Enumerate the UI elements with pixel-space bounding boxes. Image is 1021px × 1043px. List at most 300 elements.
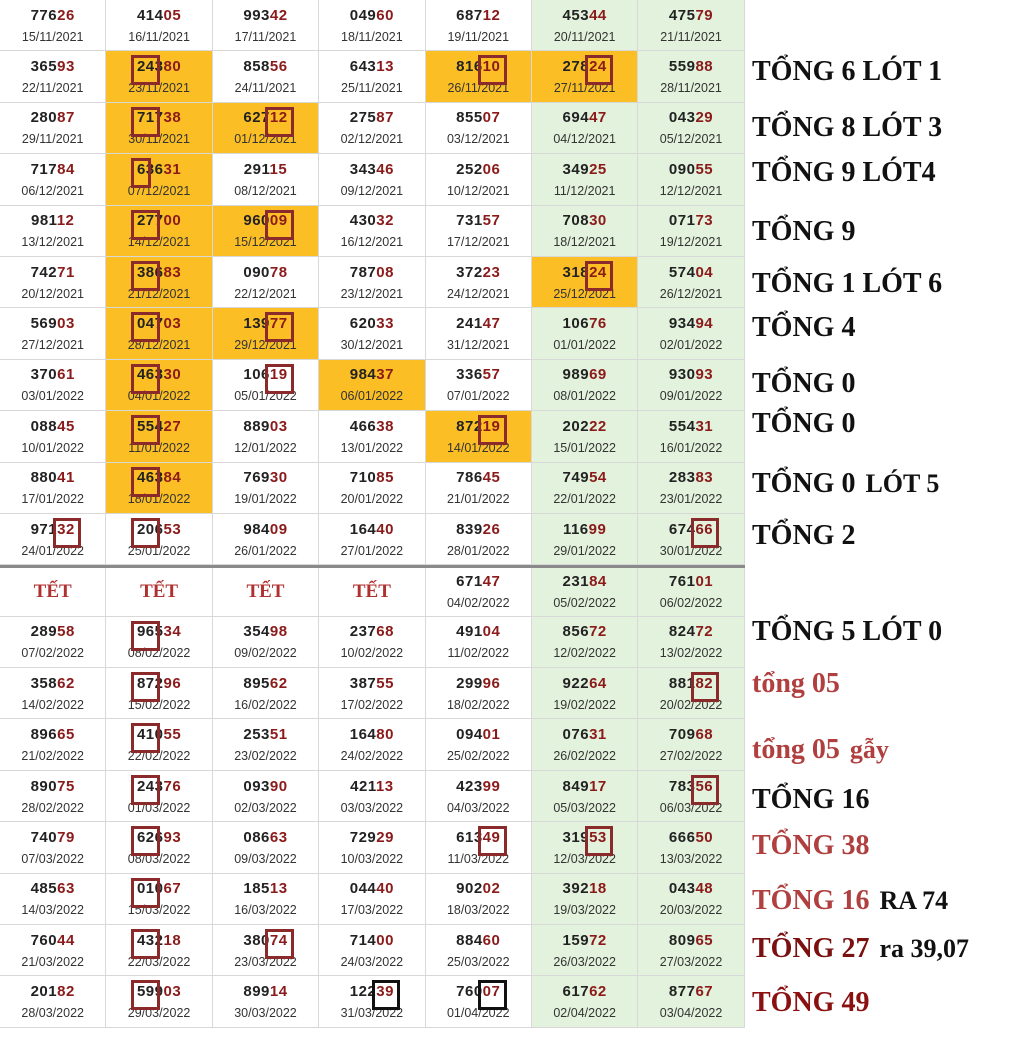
result-cell — [426, 822, 532, 872]
result-date: 23/03/2022 — [234, 954, 297, 969]
result-number — [31, 161, 75, 178]
number-head: 253 — [243, 726, 270, 744]
result-number — [31, 315, 75, 332]
result-row — [0, 103, 745, 154]
result-number — [563, 7, 607, 24]
result-number — [563, 109, 607, 126]
result-cell — [426, 771, 532, 821]
result-cell — [638, 51, 744, 101]
result-number — [243, 983, 287, 1000]
number-tail: 64 — [589, 674, 607, 692]
result-date: 10/03/2022 — [340, 851, 404, 866]
result-date: 27/03/2022 — [659, 954, 723, 969]
number-head: 694 — [562, 109, 590, 127]
number-tail: 33 — [376, 315, 394, 333]
result-cell — [106, 568, 212, 615]
number-head: 984 — [243, 520, 270, 538]
result-date: 03/12/2021 — [446, 132, 510, 147]
sum-note-extra: RA 74 — [879, 886, 949, 915]
result-number — [669, 315, 713, 332]
number-tail: 47 — [589, 109, 607, 127]
result-date: 15/11/2021 — [21, 29, 84, 44]
result-date: 10/01/2022 — [21, 440, 84, 455]
number-tail: 69 — [589, 366, 607, 384]
number-head: 237 — [349, 623, 377, 641]
number-tail: 44 — [57, 931, 75, 949]
number-head: 574 — [668, 263, 696, 281]
result-cell — [106, 206, 212, 256]
result-cell — [532, 360, 638, 410]
number-head: 671 — [456, 573, 483, 591]
result-number — [243, 880, 287, 897]
number-head: 902 — [456, 880, 483, 898]
marker-box — [691, 518, 719, 548]
number-tail: 00 — [376, 931, 394, 949]
result-cell — [426, 514, 532, 564]
number-head: 164 — [349, 520, 377, 538]
number-tail: 08 — [376, 263, 394, 281]
result-cell — [213, 925, 319, 975]
result-number — [563, 521, 606, 538]
number-tail: 07 — [482, 109, 501, 127]
number-tail: 41 — [57, 469, 75, 487]
result-date: 30/03/2022 — [234, 1006, 297, 1021]
number-head: 116 — [562, 520, 589, 538]
result-date: 19/12/2021 — [659, 235, 723, 250]
number-head: 960 — [243, 212, 270, 230]
number-head: 289 — [30, 623, 58, 641]
result-cell — [426, 308, 532, 358]
sum-note — [752, 268, 942, 300]
number-head: 252 — [456, 160, 483, 178]
result-number — [669, 726, 713, 743]
number-head: 392 — [562, 880, 590, 898]
marker-box — [131, 775, 159, 805]
number-tail: 01 — [482, 726, 501, 744]
number-tail: 46 — [376, 160, 394, 178]
result-date: 17/01/2022 — [21, 492, 84, 507]
number-head: 872 — [136, 674, 164, 692]
result-cell — [532, 771, 638, 821]
number-tail: 03 — [57, 315, 75, 333]
number-head: 742 — [30, 263, 58, 281]
number-tail: 99 — [588, 520, 607, 538]
result-cell — [426, 154, 532, 204]
result-cell — [638, 976, 744, 1026]
sum-note-main: TỔNG 9 LÓT4 — [752, 157, 936, 188]
number-head: 993 — [243, 6, 270, 24]
result-number — [350, 418, 394, 435]
number-tail: 82 — [695, 674, 714, 692]
result-date: 03/03/2022 — [340, 800, 404, 815]
number-head: 569 — [30, 315, 58, 333]
sum-note — [752, 784, 869, 816]
result-number — [669, 573, 713, 590]
result-number — [669, 366, 713, 383]
number-tail: 72 — [589, 623, 607, 641]
sum-note-main: TỔNG 27 — [752, 933, 870, 964]
result-cell — [106, 617, 212, 667]
marker-box — [585, 55, 613, 85]
result-number — [669, 58, 713, 75]
result-number — [563, 315, 607, 332]
number-tail: 53 — [163, 520, 182, 538]
result-cell — [638, 308, 744, 358]
result-number — [243, 264, 287, 281]
number-head: 849 — [562, 777, 590, 795]
result-date: 17/03/2022 — [340, 903, 404, 918]
result-date: 25/12/2021 — [553, 286, 616, 301]
number-tail: 79 — [57, 828, 75, 846]
sum-note — [752, 830, 869, 862]
sum-note-main: TỔNG 16 — [752, 885, 870, 916]
result-date: 24/01/2022 — [21, 543, 84, 558]
result-date: 11/01/2022 — [128, 440, 190, 455]
number-head: 076 — [562, 726, 590, 744]
result-number — [563, 573, 607, 590]
result-date: 02/04/2022 — [553, 1006, 616, 1021]
number-tail: 60 — [482, 931, 501, 949]
number-tail: 05 — [163, 6, 182, 24]
number-tail: 51 — [269, 726, 288, 744]
number-tail: 25 — [589, 160, 607, 178]
result-date: 02/03/2022 — [234, 800, 297, 815]
number-head: 643 — [349, 58, 377, 76]
result-cell — [213, 568, 319, 615]
result-date: 26/02/2022 — [553, 749, 616, 764]
result-number — [563, 726, 607, 743]
result-date: 22/03/2022 — [127, 954, 191, 969]
result-cell — [532, 463, 638, 513]
result-row — [0, 617, 745, 668]
result-number — [31, 58, 75, 75]
result-number — [669, 418, 713, 435]
number-tail: 13 — [376, 58, 394, 76]
number-tail: 00 — [163, 212, 182, 230]
result-number — [456, 161, 500, 178]
marker-box — [691, 775, 719, 805]
number-tail: 19 — [269, 366, 288, 384]
number-tail: 31 — [589, 726, 607, 744]
result-date: 22/11/2021 — [21, 81, 84, 96]
result-date: 27/02/2022 — [659, 749, 723, 764]
number-head: 201 — [30, 983, 58, 1001]
result-number — [31, 469, 75, 486]
result-cell — [0, 822, 106, 872]
result-number — [350, 829, 394, 846]
result-cell — [106, 514, 212, 564]
number-tail: 76 — [163, 777, 182, 795]
result-cell — [106, 874, 212, 924]
marker-box — [131, 929, 159, 959]
result-cell — [0, 154, 106, 204]
sum-note-extra: ra 39,07 — [879, 934, 970, 963]
number-head: 318 — [562, 263, 590, 281]
result-date: 09/12/2021 — [340, 183, 404, 198]
result-date: 30/01/2022 — [659, 543, 723, 558]
sum-note-extra: gẫy — [849, 735, 889, 764]
number-head: 164 — [349, 726, 377, 744]
number-head: 485 — [30, 880, 58, 898]
result-cell — [532, 617, 638, 667]
result-cell — [532, 568, 638, 615]
result-date: 30/11/2021 — [128, 132, 190, 147]
sum-note — [752, 112, 942, 144]
result-number — [669, 212, 713, 229]
number-head: 122 — [349, 983, 377, 1001]
number-tail: 12 — [269, 109, 288, 127]
number-tail: 12 — [56, 212, 75, 230]
result-cell — [319, 668, 425, 718]
result-date: 29/11/2021 — [21, 132, 84, 147]
result-cell — [213, 360, 319, 410]
result-date: 13/03/2022 — [659, 851, 723, 866]
number-head: 989 — [562, 366, 590, 384]
number-tail: 37 — [376, 366, 394, 384]
result-cell — [426, 874, 532, 924]
number-tail: 93 — [163, 828, 182, 846]
result-date: 12/02/2022 — [553, 646, 616, 661]
number-head: 674 — [668, 520, 696, 538]
result-number — [350, 675, 394, 692]
result-number — [350, 469, 394, 486]
number-head: 386 — [136, 263, 164, 281]
result-number — [31, 212, 74, 229]
result-date: 14/01/2022 — [446, 440, 510, 455]
result-cell — [638, 360, 744, 410]
result-date: 07/01/2022 — [446, 389, 510, 404]
result-date: 08/02/2022 — [127, 646, 191, 661]
number-tail: 42 — [269, 6, 288, 24]
number-tail: 30 — [163, 366, 182, 384]
result-cell — [532, 822, 638, 872]
result-cell — [0, 719, 106, 769]
result-date: 11/02/2022 — [447, 646, 510, 661]
result-cell — [319, 51, 425, 101]
number-tail: 80 — [376, 726, 394, 744]
result-number — [350, 315, 394, 332]
result-date: 21/03/2022 — [21, 954, 84, 969]
result-number — [31, 932, 75, 949]
number-head: 760 — [456, 983, 483, 1001]
result-cell — [106, 360, 212, 410]
result-number — [456, 726, 500, 743]
number-head: 106 — [562, 315, 590, 333]
sum-note — [752, 408, 855, 440]
number-tail: 98 — [269, 623, 288, 641]
result-number — [244, 161, 287, 178]
number-head: 088 — [30, 417, 58, 435]
result-date: 04/03/2022 — [446, 800, 510, 815]
result-date: 11/03/2022 — [447, 851, 510, 866]
number-head: 430 — [349, 212, 377, 230]
number-tail: 09 — [269, 520, 288, 538]
result-cell — [0, 103, 106, 153]
marker-box — [131, 826, 159, 856]
result-number — [456, 315, 500, 332]
number-tail: 40 — [376, 520, 394, 538]
result-date: 29/12/2021 — [234, 338, 297, 353]
result-cell — [213, 668, 319, 718]
result-date: 20/02/2022 — [659, 697, 723, 712]
number-tail: 62 — [589, 983, 607, 1001]
number-tail: 85 — [376, 469, 394, 487]
number-tail: 57 — [482, 366, 501, 384]
result-number — [31, 366, 75, 383]
number-tail: 44 — [589, 6, 607, 24]
number-tail: 03 — [163, 983, 182, 1001]
result-date: 04/01/2022 — [127, 389, 191, 404]
number-tail: 57 — [482, 212, 501, 230]
number-tail: 94 — [695, 315, 714, 333]
result-date: 19/11/2021 — [447, 29, 510, 44]
marker-box — [585, 261, 613, 291]
result-number — [456, 366, 500, 383]
number-head: 881 — [668, 674, 696, 692]
number-tail: 83 — [695, 469, 714, 487]
result-cell — [0, 514, 106, 564]
result-date: 24/11/2021 — [234, 81, 297, 96]
number-tail: 07 — [482, 983, 501, 1001]
number-head: 319 — [562, 828, 590, 846]
result-date: 29/03/2022 — [127, 1006, 191, 1021]
result-number — [456, 880, 500, 897]
result-date: 10/12/2021 — [446, 183, 510, 198]
result-number — [563, 469, 607, 486]
result-date: 25/02/2022 — [446, 749, 510, 764]
result-cell — [319, 925, 425, 975]
marker-box — [131, 364, 159, 394]
number-head: 554 — [136, 417, 164, 435]
number-head: 666 — [668, 828, 696, 846]
result-date: 06/01/2022 — [340, 389, 404, 404]
result-cell — [106, 976, 212, 1026]
result-date: 28/12/2021 — [127, 338, 191, 353]
result-cell — [0, 411, 106, 461]
result-date: 24/03/2022 — [340, 954, 404, 969]
result-date: 23/01/2022 — [659, 492, 723, 507]
number-head: 094 — [456, 726, 483, 744]
result-date: 19/02/2022 — [553, 697, 616, 712]
result-date: 08/01/2022 — [553, 389, 616, 404]
result-date: 05/03/2022 — [553, 800, 616, 815]
result-number — [669, 264, 713, 281]
result-cell — [106, 668, 212, 718]
result-cell — [106, 719, 212, 769]
number-head: 708 — [562, 212, 590, 230]
number-head: 627 — [243, 109, 270, 127]
result-cell — [426, 568, 532, 615]
result-number — [31, 109, 75, 126]
result-cell — [0, 771, 106, 821]
number-head: 965 — [136, 623, 164, 641]
result-row — [0, 0, 745, 51]
result-number — [350, 880, 394, 897]
result-date: 08/12/2021 — [234, 183, 297, 198]
number-tail: 79 — [695, 6, 714, 24]
result-date: 21/11/2021 — [660, 29, 722, 44]
result-date: 16/03/2022 — [234, 903, 297, 918]
number-tail: 22 — [589, 417, 607, 435]
result-date: 11/12/2021 — [553, 183, 616, 198]
number-head: 717 — [136, 109, 164, 127]
result-date: 31/03/2022 — [340, 1006, 404, 1021]
number-head: 858 — [243, 58, 270, 76]
result-date: 01/04/2022 — [446, 1006, 510, 1021]
number-tail: 34 — [163, 623, 182, 641]
result-date: 22/12/2021 — [234, 286, 297, 301]
number-tail: 55 — [163, 726, 182, 744]
result-cell — [532, 206, 638, 256]
number-tail: 54 — [589, 469, 607, 487]
result-date: 15/01/2022 — [553, 440, 616, 455]
result-date: 18/11/2021 — [341, 29, 403, 44]
result-number — [456, 675, 500, 692]
number-tail: 40 — [376, 880, 394, 898]
marker-box — [131, 312, 159, 342]
result-date: 15/02/2022 — [127, 697, 191, 712]
number-tail: 09 — [269, 212, 288, 230]
number-tail: 90 — [269, 777, 288, 795]
result-number — [243, 7, 287, 24]
number-tail: 27 — [163, 417, 182, 435]
result-row — [0, 411, 745, 462]
number-tail: 72 — [695, 623, 714, 641]
number-head: 159 — [562, 931, 590, 949]
result-date: 26/03/2022 — [553, 954, 616, 969]
number-head: 475 — [668, 6, 696, 24]
marker-box — [131, 621, 159, 651]
sum-note — [752, 368, 855, 400]
number-head: 856 — [562, 623, 590, 641]
number-tail: 56 — [269, 58, 288, 76]
result-cell — [0, 617, 106, 667]
number-head: 824 — [668, 623, 696, 641]
sum-note — [752, 885, 948, 917]
number-tail: 60 — [376, 6, 394, 24]
result-cell — [106, 154, 212, 204]
sum-note — [752, 734, 889, 766]
number-head: 421 — [350, 777, 376, 795]
number-tail: 65 — [695, 931, 714, 949]
result-cell — [0, 463, 106, 513]
number-head: 554 — [668, 417, 696, 435]
number-tail: 24 — [589, 58, 607, 76]
number-head: 453 — [562, 6, 590, 24]
result-date: 13/02/2022 — [659, 646, 723, 661]
result-date: 17/02/2022 — [340, 697, 404, 712]
number-head: 277 — [136, 212, 164, 230]
number-head: 896 — [30, 726, 58, 744]
number-head: 877 — [668, 983, 696, 1001]
result-date: 15/12/2021 — [234, 235, 297, 250]
number-head: 617 — [562, 983, 590, 1001]
number-tail: 18 — [589, 880, 607, 898]
result-row — [0, 771, 745, 822]
result-cell — [0, 925, 106, 975]
number-head: 599 — [136, 983, 164, 1001]
result-cell — [106, 0, 212, 50]
result-number — [31, 418, 75, 435]
result-date: 25/03/2022 — [446, 954, 510, 969]
result-cell — [532, 308, 638, 358]
marker-box — [131, 261, 159, 291]
result-number — [350, 58, 394, 75]
result-cell — [319, 771, 425, 821]
sum-note — [752, 933, 969, 965]
number-head: 895 — [243, 674, 270, 692]
sum-note — [752, 616, 942, 648]
